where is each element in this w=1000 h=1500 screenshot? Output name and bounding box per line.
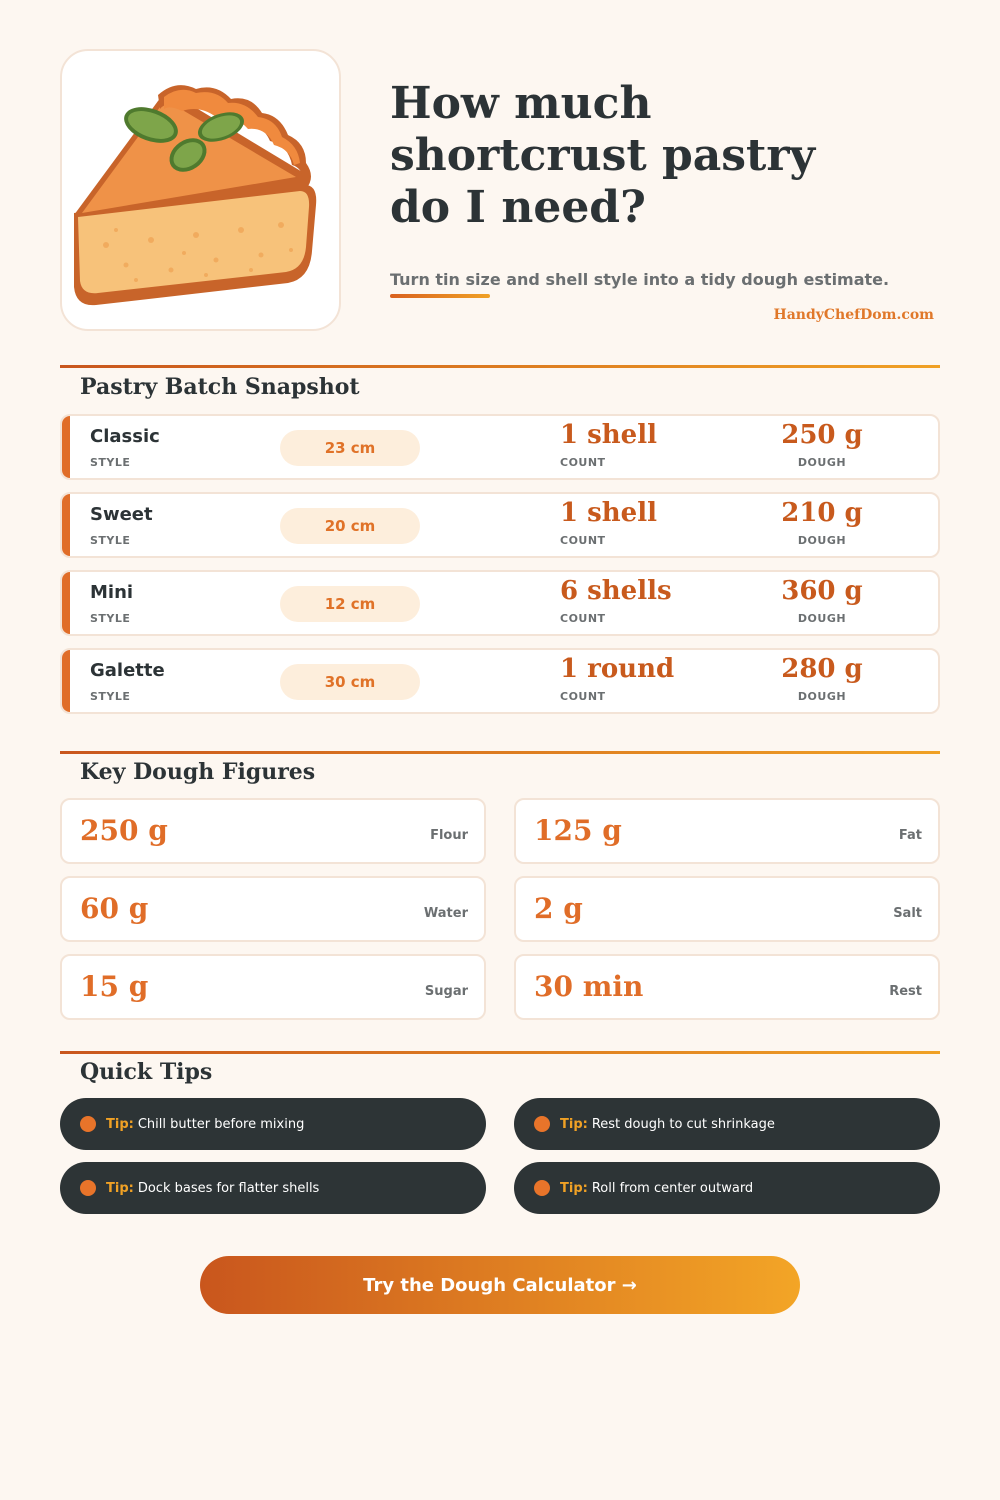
style-name: Classic [90, 426, 160, 447]
tip-pill [514, 1098, 940, 1150]
dough-value: 360 g [781, 576, 863, 606]
dough-value: 250 g [781, 420, 863, 450]
figure-label: Flour [430, 828, 468, 843]
section-divider [60, 751, 940, 754]
batch-row [60, 492, 940, 558]
style-label: STYLE [90, 612, 131, 625]
size-pill: 12 cm [280, 586, 420, 622]
tip-text: Rest dough to cut shrinkage [591, 1116, 775, 1132]
bullet-dot-icon [80, 1116, 96, 1132]
tip-text: Chill butter before mixing [137, 1116, 305, 1132]
figure-value: 2 g [534, 892, 583, 925]
row-accent-bar [62, 650, 70, 712]
count-value: 1 shell [560, 498, 657, 528]
figure-value: 125 g [534, 814, 622, 847]
size-pill: 23 cm [280, 430, 420, 466]
section-divider [60, 365, 940, 368]
dough-value: 280 g [781, 654, 863, 684]
bullet-dot-icon [534, 1180, 550, 1196]
row-accent-bar [62, 494, 70, 556]
count-value: 1 round [560, 654, 675, 684]
figure-card [60, 798, 486, 864]
tip-prefix: Tip: [106, 1180, 134, 1196]
bullet-dot-icon [534, 1116, 550, 1132]
tip-text: Dock bases for flatter shells [137, 1180, 320, 1196]
tip-pill [60, 1098, 486, 1150]
size-pill: 20 cm [280, 508, 420, 544]
figure-value: 15 g [80, 970, 149, 1003]
row-accent-bar [62, 572, 70, 634]
tips-section-title: Quick Tips [80, 1059, 213, 1085]
count-label: COUNT [560, 534, 606, 547]
figure-label: Sugar [424, 984, 468, 999]
figure-card [514, 954, 940, 1020]
tip-pill [514, 1162, 940, 1214]
dough-value: 210 g [781, 498, 863, 528]
style-label: STYLE [90, 690, 131, 703]
figure-card [60, 876, 486, 942]
row-accent-bar [62, 416, 70, 478]
figure-label: Salt [893, 906, 922, 921]
batch-section-title: Pastry Batch Snapshot [80, 374, 360, 400]
figures-section-title: Key Dough Figures [80, 759, 316, 785]
count-value: 6 shells [560, 576, 672, 606]
tip-text: Roll from center outward [591, 1180, 754, 1196]
dough-label: DOUGH [797, 456, 847, 469]
figure-value: 250 g [80, 814, 168, 847]
batch-row [60, 648, 940, 714]
figure-value: 30 min [534, 970, 644, 1003]
tip-pill [60, 1162, 486, 1214]
count-label: COUNT [560, 690, 606, 703]
subtitle-underline [390, 294, 490, 298]
style-name: Sweet [90, 504, 153, 525]
figure-label: Rest [889, 984, 922, 999]
figure-card [60, 954, 486, 1020]
tip-prefix: Tip: [560, 1116, 588, 1132]
page-subtitle: Turn tin size and shell style into a tidy dough estimate. [390, 270, 890, 289]
count-label: COUNT [560, 612, 606, 625]
dough-calculator-button[interactable]: Try the Dough Calculator → [200, 1256, 800, 1314]
site-name: HandyChefDom.com [773, 307, 934, 323]
dough-label: DOUGH [797, 690, 847, 703]
tip-prefix: Tip: [106, 1116, 134, 1132]
size-pill: 30 cm [280, 664, 420, 700]
style-name: Galette [90, 660, 165, 681]
figure-card [514, 798, 940, 864]
dough-label: DOUGH [797, 612, 847, 625]
count-value: 1 shell [560, 420, 657, 450]
count-label: COUNT [560, 456, 606, 469]
figure-card [514, 876, 940, 942]
batch-row [60, 414, 940, 480]
figure-label: Water [423, 906, 468, 921]
style-name: Mini [90, 582, 134, 603]
page-title: How much shortcrust pastry do I need? [390, 78, 816, 233]
figure-value: 60 g [80, 892, 149, 925]
hero-image-card [60, 49, 341, 331]
style-label: STYLE [90, 456, 131, 469]
batch-row [60, 570, 940, 636]
figure-label: Fat [898, 828, 922, 843]
style-label: STYLE [90, 534, 131, 547]
dough-label: DOUGH [797, 534, 847, 547]
tip-prefix: Tip: [560, 1180, 588, 1196]
bullet-dot-icon [80, 1180, 96, 1196]
pie-slice-illustration [66, 65, 336, 315]
section-divider [60, 1051, 940, 1054]
